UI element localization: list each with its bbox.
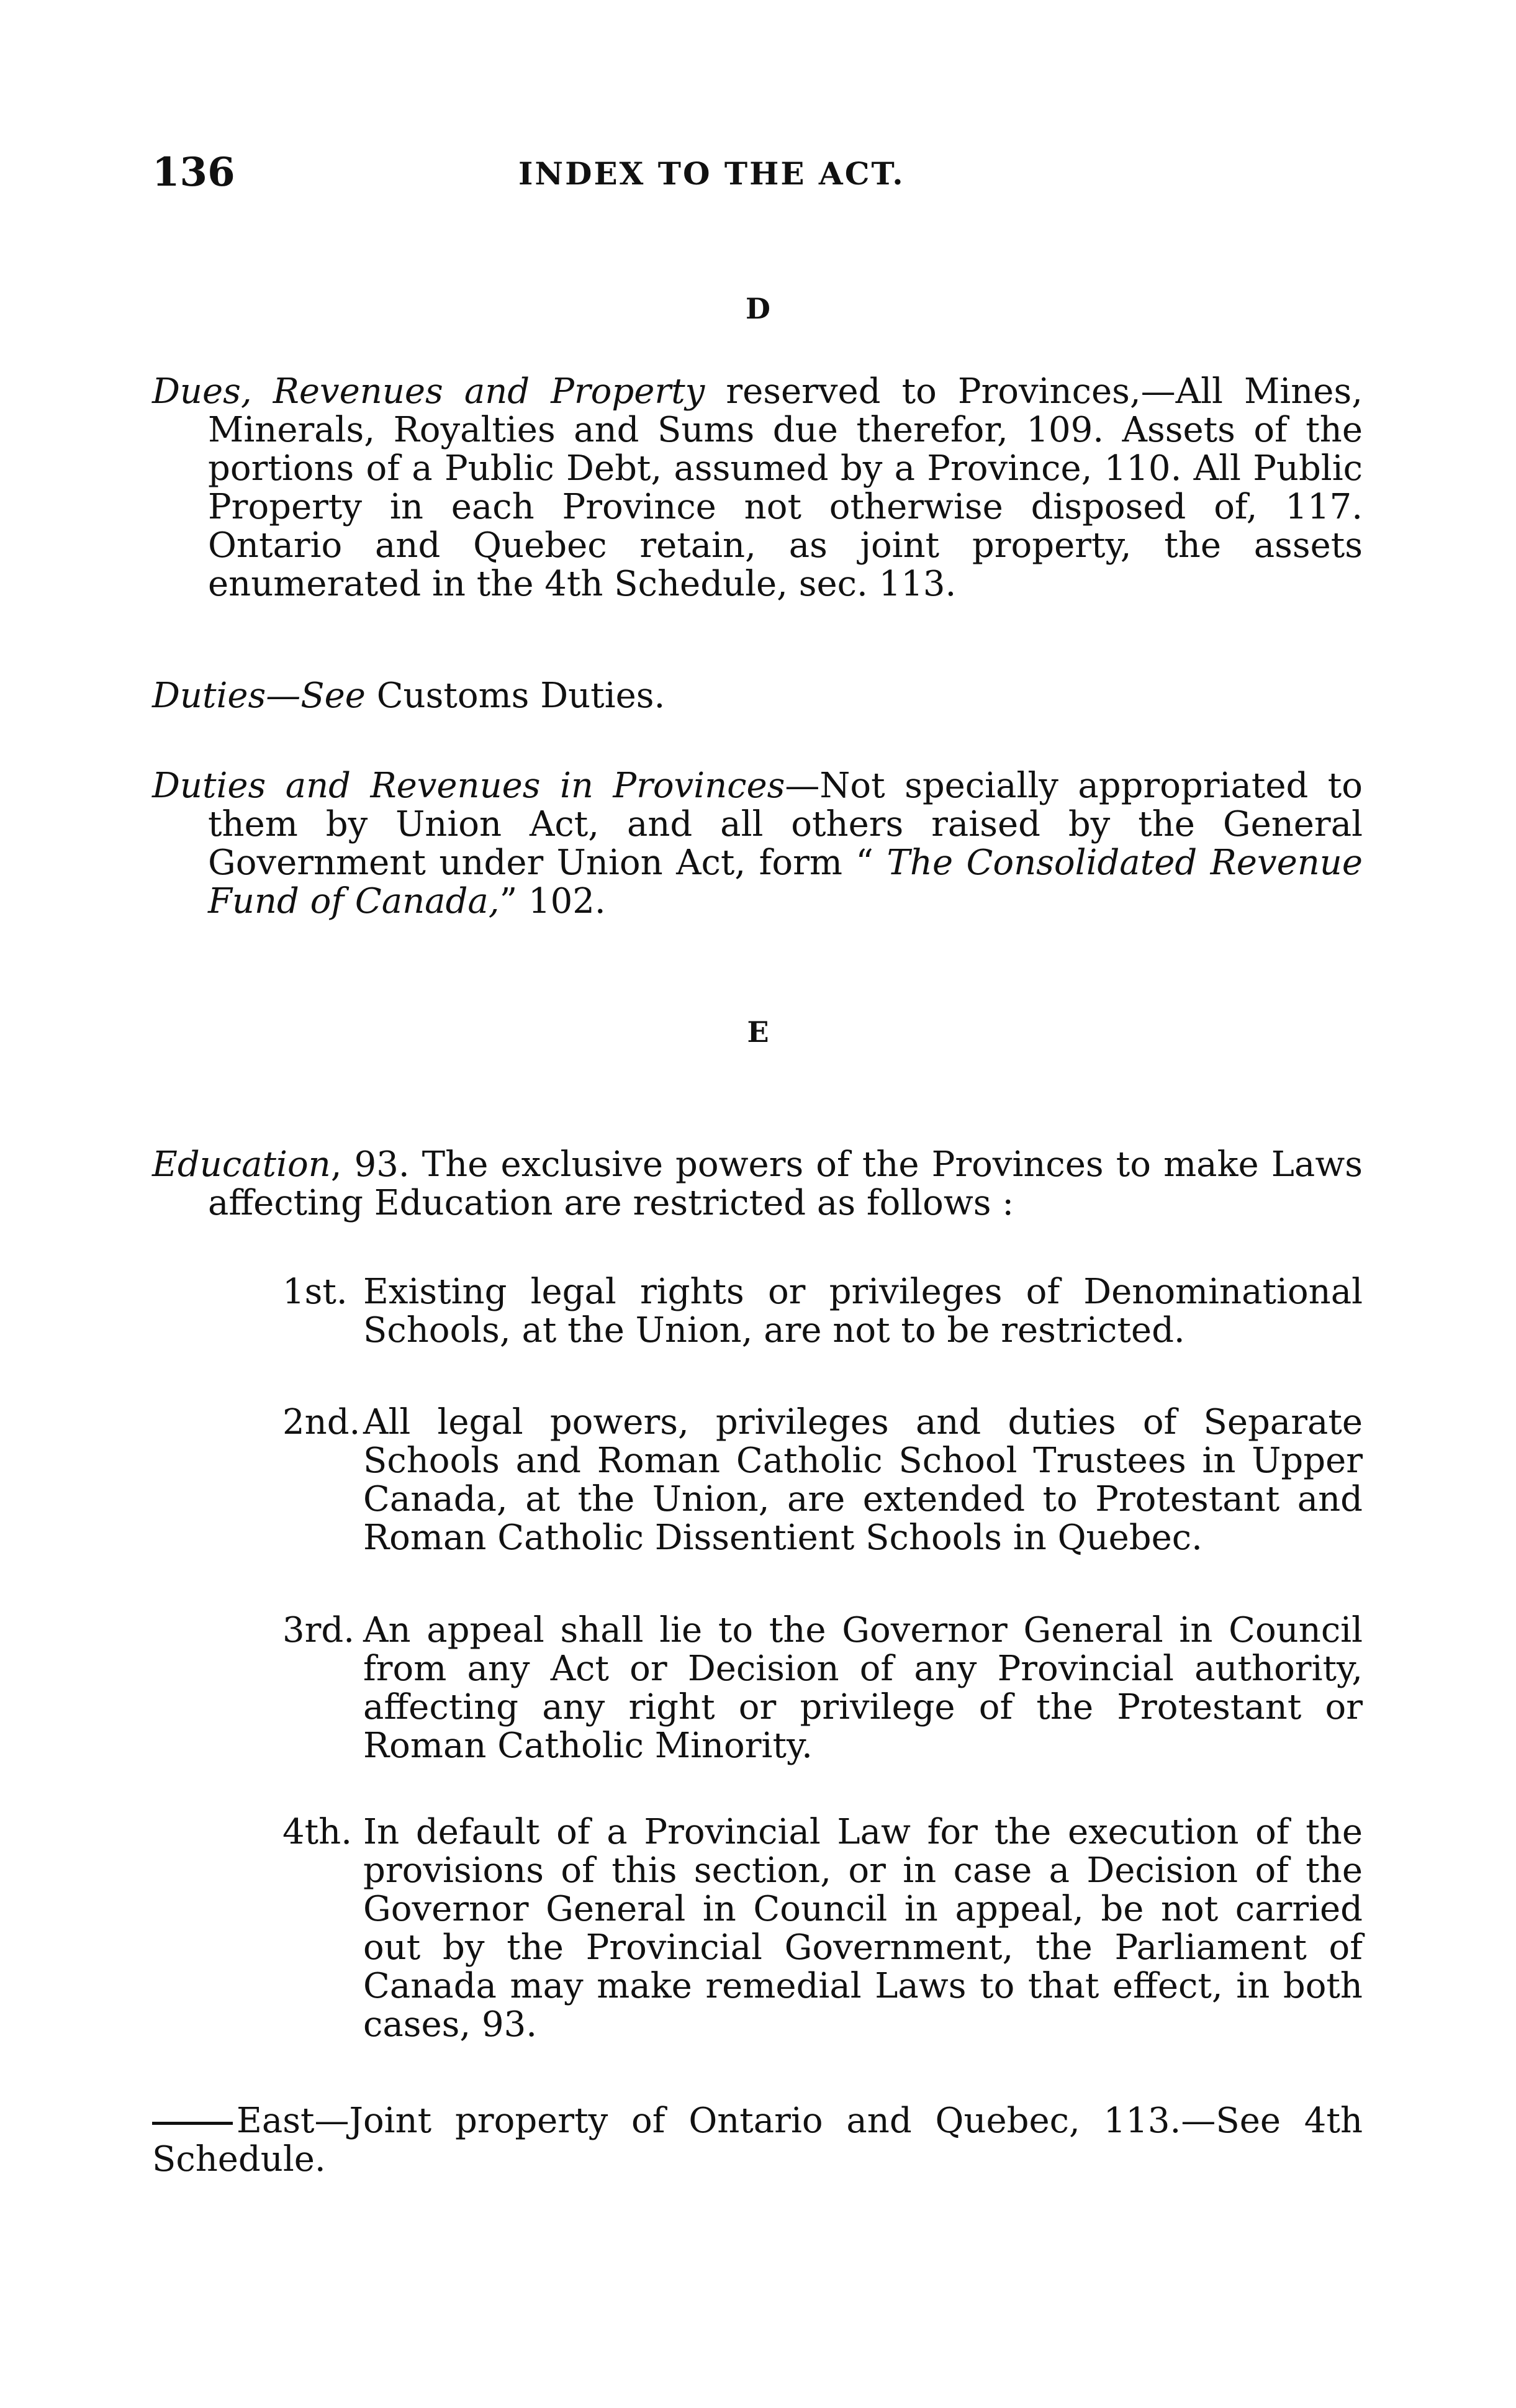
- education-item-3: [282, 1611, 1363, 1765]
- education-item-2-text: All legal powers, privileges and duties of Separate Schools and Roman Catholic School Trustees in Upper Canada, at the Union, are extended to Protestant and Roman Catholic Dissentient Schools in Quebec.: [363, 1402, 1363, 1558]
- entry-duties-revenues-head: Duties and Revenues in Provinces: [152, 766, 785, 806]
- education-item-3-num: 3rd.: [282, 1610, 355, 1650]
- education-item-2-num: 2nd.: [282, 1402, 361, 1442]
- entry-dues: [152, 373, 1363, 604]
- entry-duties-revenues-text: —Not specially appropriated to them by Union Act, and all others raised by the General Government under Union Act, form “: [208, 766, 1363, 883]
- entry-east-head: East: [237, 2101, 315, 2141]
- entry-education: [152, 1146, 1363, 1223]
- running-head: INDEX TO THE ACT.: [518, 155, 905, 192]
- education-item-3-text: An appeal shall lie to the Governor General in Council from any Act or Decision of any Provincial authority, affecting any right or privilege of the Protestant or Roman Catholic Minority.: [363, 1610, 1363, 1766]
- entry-east-see: See: [1216, 2101, 1281, 2141]
- page-number: 136: [152, 149, 235, 196]
- entry-duties: [152, 677, 1363, 715]
- education-item-4-text: In default of a Provincial Law for the execution of the provisions of this section, or in case a Decision of the Governor General in Council in appeal, be not carried out by the Provincial Government, the Parliament of Canada may make remedial Laws to that effect, in both cases, 93.: [363, 1812, 1363, 2045]
- education-item-4-num: 4th.: [282, 1812, 352, 1852]
- entry-duties-revenues-ref: ” 102.: [499, 881, 606, 921]
- education-item-1: [282, 1273, 1363, 1350]
- entry-duties-revenues-fund: The Consolidated Revenue Fund of Canada,: [208, 843, 1363, 921]
- entry-duties-revenues: [152, 767, 1363, 921]
- education-item-2: [282, 1403, 1363, 1557]
- ditto-dash: [152, 2122, 233, 2125]
- education-item-1-num: 1st.: [282, 1272, 348, 1312]
- entry-duties-head: Duties—See: [152, 676, 366, 716]
- education-item-4: [282, 1813, 1363, 2044]
- entry-education-head: Education: [152, 1144, 331, 1185]
- section-letter-d: D: [746, 292, 770, 325]
- entry-dues-text: reserved to Provinces,—All Mines, Minerals, Royalties and Sums due therefor, 109. Assets of the portions of a Public Debt, assumed by a Province, 110. All Public Property in each Province not otherwise disposed of, 117. Ontario and Quebec retain, as joint property, the assets enumerated in the 4th Schedule, sec. 113.: [208, 371, 1363, 604]
- section-letter-e: E: [747, 1015, 769, 1049]
- education-item-1-text: Existing legal rights or privileges of Denominational Schools, at the Union, are not to be restricted.: [363, 1272, 1363, 1351]
- entry-education-text: , 93. The exclusive powers of the Provinces to make Laws affecting Education are restricted as follows :: [208, 1144, 1363, 1223]
- entry-dues-head: Dues, Revenues and Property: [152, 371, 705, 412]
- entry-duties-text: Customs Duties.: [365, 676, 666, 716]
- entry-east-schedule: 4th Schedule.: [152, 2101, 1363, 2179]
- entry-east: [152, 2102, 1363, 2179]
- entry-east-text: —Joint property of Ontario and Quebec, 113.—: [314, 2101, 1216, 2141]
- page-header: [152, 149, 1369, 211]
